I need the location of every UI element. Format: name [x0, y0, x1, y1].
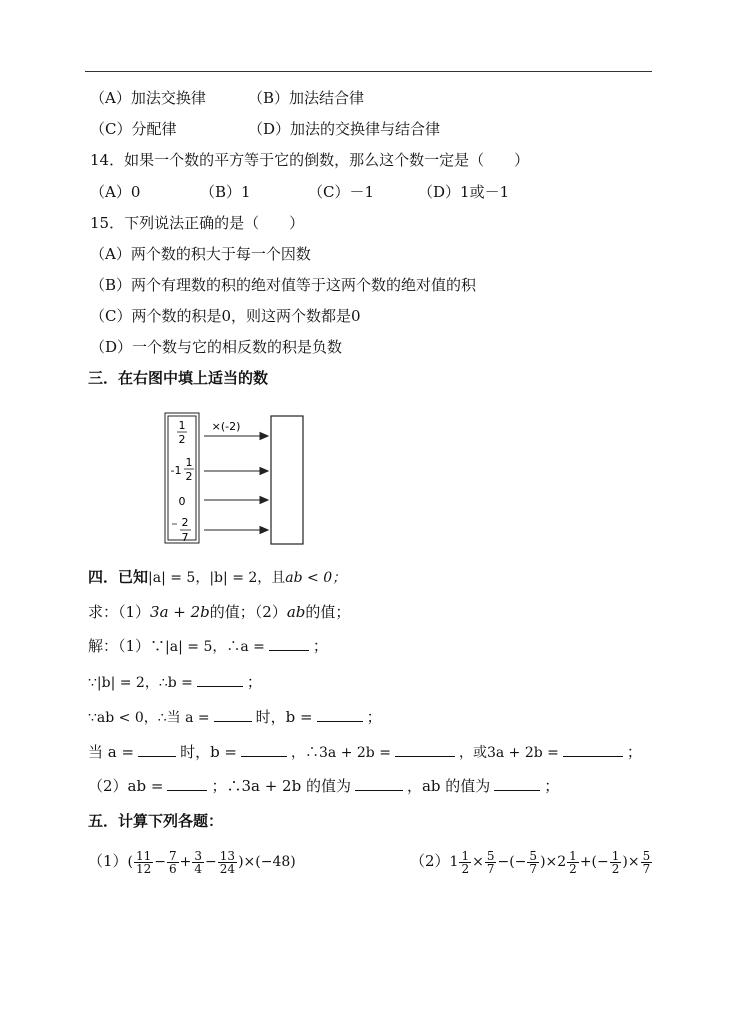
solution-line-2: [88, 672, 262, 693]
q15-stem: 15．下列说法正确的是（ ）: [90, 214, 305, 232]
svg-text:7: 7: [181, 531, 189, 544]
output-box: [271, 416, 303, 544]
sol4-mid1: 时，b =: [180, 743, 238, 761]
sol2-semi: ；: [246, 673, 262, 691]
header-rule: [85, 71, 652, 72]
q14-option-b: （B）1: [200, 183, 251, 201]
sol3-mid: 时，b =: [255, 708, 313, 726]
sol4-semi: ；: [626, 743, 642, 761]
sol4-mid3: ，或3a + 2b =: [458, 745, 559, 761]
q15-option-c: （C）两个数的积是0，则这两个数都是0: [90, 307, 361, 325]
q14-option-d: （D）1或－1: [418, 183, 510, 201]
section-4-given: [88, 567, 346, 588]
solution-line-4: [88, 742, 642, 763]
sol2-expr: ∵|b| = 2，∴b =: [88, 675, 193, 691]
sol3-expr: ∵ab < 0，∴当 a =: [88, 710, 210, 726]
q14-stem: 14．如果一个数的平方等于它的倒数，那么这个数一定是（ ）: [90, 151, 530, 169]
sol5-pre: （2）ab =: [88, 777, 164, 795]
given-a: |a| = 5，: [148, 570, 210, 586]
section-4-head: 四．已知: [88, 568, 149, 586]
q15-option-a: （A）两个数的积大于每一个因数: [90, 245, 311, 263]
given-b: |b| = 2，且: [209, 570, 286, 586]
section-5-title: 五．计算下列各题：: [88, 812, 224, 830]
answer-blank-a[interactable]: [269, 636, 309, 651]
solution-line-5: [88, 776, 559, 796]
answer-blank-ab-value[interactable]: [494, 776, 540, 791]
answer-blank-sum-1[interactable]: [395, 742, 455, 757]
answer-blank-sum-2[interactable]: [563, 742, 623, 757]
svg-text:-1: -1: [170, 464, 182, 477]
q13-option-a: （A）加法交换律: [90, 89, 206, 107]
sol4-pre: 当 a =: [88, 743, 135, 761]
q13-option-d: （D）加法的交换律与结合律: [248, 120, 441, 138]
section-4-ask: [88, 602, 350, 622]
ask-suffix: 的值；: [305, 603, 351, 621]
answer-blank-case1-b[interactable]: [317, 707, 363, 722]
input-item-zero: 0: [178, 495, 186, 508]
problem-2: （2）1 $\frac{1}{2}$ × $\frac{5}{7}$ −(− $\frac{5}{7}$ )×2 $\frac{1}{2}$ +(− $\frac{1}{2}$ )× $\frac{5}{7}$: [410, 848, 651, 876]
q15-option-b: （B）两个有理数的积的绝对值等于这两个数的绝对值的积: [90, 276, 477, 294]
svg-text:2: 2: [185, 470, 193, 483]
answer-blank-sum-value[interactable]: [355, 776, 403, 791]
svg-text:1: 1: [185, 456, 193, 469]
sol1-expr: |a| = 5，∴a =: [165, 639, 265, 655]
ask-mid: 的值；（2）: [209, 603, 287, 621]
q15-option-d: （D）一个数与它的相反数的积是负数: [90, 338, 343, 356]
solution-line-1: [88, 636, 328, 657]
sol5-mid2: ，ab 的值为: [406, 777, 491, 795]
q13-option-b: （B）加法结合律: [248, 89, 365, 107]
operation-label: ×(-2): [211, 420, 241, 433]
mapping-diagram: [164, 412, 314, 546]
sol1-prefix: 解：（1）∵: [88, 637, 166, 655]
problem-2-label: （2）: [410, 852, 450, 870]
sol1-semi: ；: [312, 637, 328, 655]
ask-expr-2: ab: [286, 603, 306, 621]
input-item-half: [177, 419, 187, 446]
ask-expr-1: 3a + 2b: [150, 603, 210, 621]
problem-1-label: （1）: [88, 852, 128, 870]
sol4-mid2: ，∴3a + 2b =: [291, 745, 391, 761]
q14-option-c: （C）－1: [308, 183, 375, 201]
problem-1-tail: ×(−48): [243, 854, 296, 870]
section-3-title: 三．在右图中填上适当的数: [88, 369, 269, 387]
input-item-neg-one-and-half: [171, 456, 194, 483]
svg-text:1: 1: [178, 419, 186, 432]
given-ab: ab < 0；: [285, 570, 347, 586]
sol5-mid: ；∴3a + 2b 的值为: [211, 777, 351, 795]
answer-blank-b[interactable]: [197, 672, 243, 687]
sol3-semi: ；: [366, 708, 382, 726]
answer-blank-case2-a[interactable]: [138, 742, 176, 757]
problem-1: （1）( $\frac{11}{12}$ − $\frac{7}{6}$ + $\frac{3}{4}$ − $\frac{13}{24}$ )×(−48): [88, 848, 296, 876]
svg-text:2: 2: [181, 516, 189, 529]
ask-prefix: 求：（1）: [88, 603, 151, 621]
svg-text:2: 2: [178, 433, 186, 446]
sol5-semi: ；: [544, 777, 560, 795]
answer-blank-case2-b[interactable]: [241, 742, 287, 757]
q14-option-a: （A）0: [90, 183, 141, 201]
answer-blank-ab[interactable]: [167, 776, 207, 791]
solution-line-3: [88, 707, 382, 728]
answer-blank-case1-a[interactable]: [214, 707, 252, 722]
q13-option-c: （C）分配律: [90, 120, 177, 138]
